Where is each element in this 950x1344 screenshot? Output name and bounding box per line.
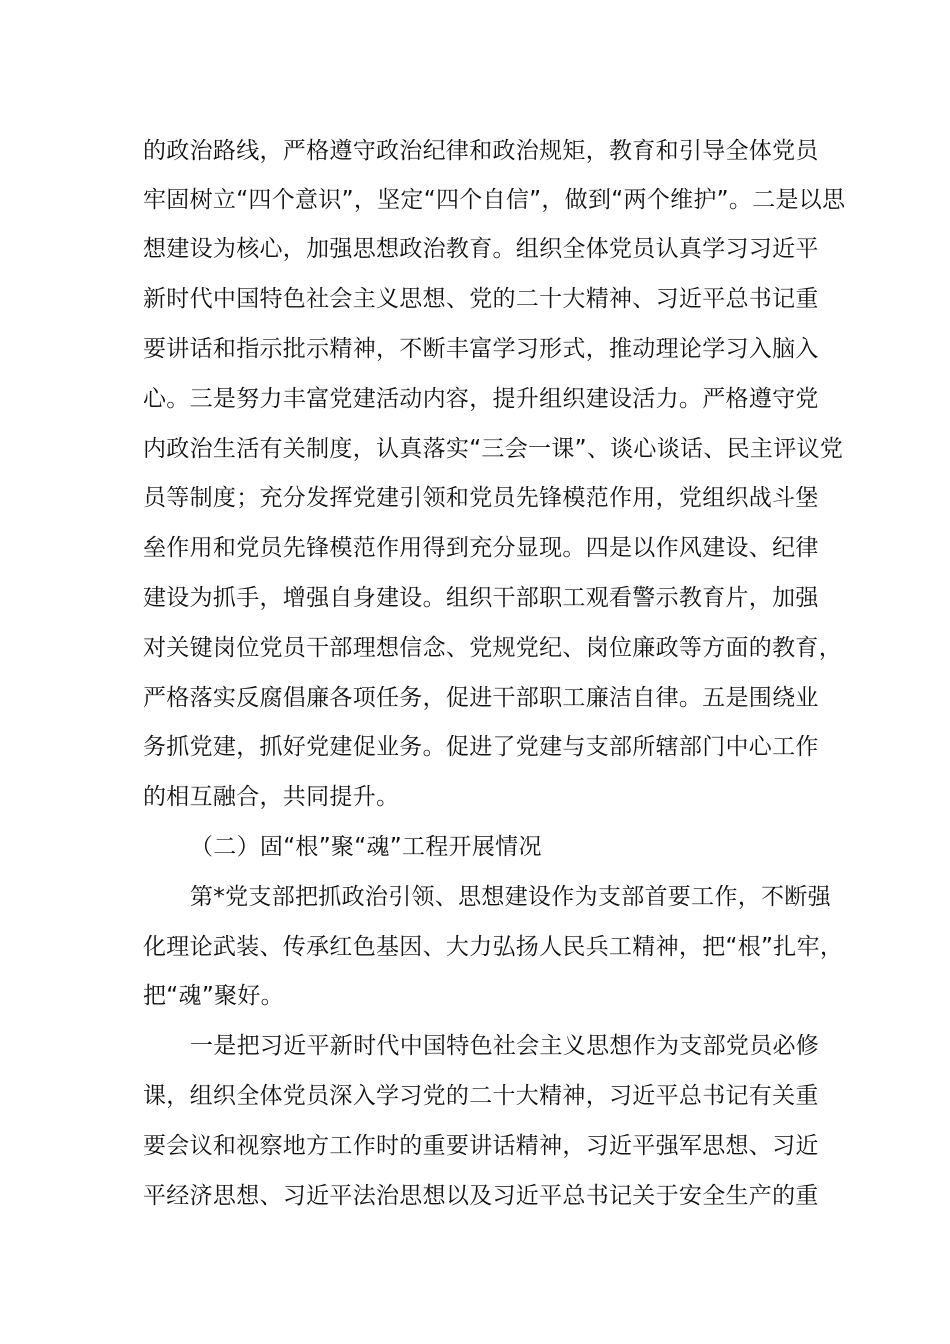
- text-line: 第*党支部把抓政治引领、思想建设作为支部首要工作，不断强: [190, 884, 831, 910]
- text-line: 垒作用和党员先锋模范作用得到充分显现。四是以作风建设、纪律: [143, 535, 819, 561]
- text-line: 要会议和视察地方工作时的重要讲话精神，习近平强军思想、习近: [143, 1133, 819, 1159]
- text-line: 想建设为核心，加强思想政治教育。组织全体党员认真学习习近平: [143, 236, 819, 262]
- text-line: 要讲话和指示批示精神，不断丰富学习形式，推动理论学习入脑入: [143, 336, 819, 362]
- text-line: 平经济思想、习近平法治思想以及习近平总书记关于安全生产的重: [143, 1183, 819, 1209]
- section-heading: （二）固“根”聚“魂”工程开展情况: [190, 834, 542, 860]
- text-line: 建设为抓手，增强自身建设。组织干部职工观看警示教育片，加强: [143, 585, 819, 611]
- text-line: 严格落实反腐倡廉各项任务，促进干部职工廉洁自律。五是围绕业: [143, 685, 819, 711]
- text-line: 务抓党建，抓好党建促业务。促进了党建与支部所辖部门中心工作: [143, 734, 819, 760]
- text-line: 对关键岗位党员干部理想信念、党规党纪、岗位廉政等方面的教育，: [143, 635, 842, 661]
- text-line: 牢固树立“四个意识”，坚定“四个自信”，做到“两个维护”。二是以思: [143, 187, 846, 213]
- text-line: 把“魂”聚好。: [143, 983, 284, 1009]
- text-line: 一是把习近平新时代中国特色社会主义思想作为支部党员必修: [190, 1033, 820, 1059]
- text-line: 课，组织全体党员深入学习党的二十大精神，习近平总书记有关重: [143, 1083, 819, 1109]
- text-line: 内政治生活有关制度，认真落实“三会一课”、谈心谈话、民主评议党: [143, 436, 844, 462]
- text-line: 新时代中国特色社会主义思想、党的二十大精神、习近平总书记重: [143, 286, 819, 312]
- text-line: 的政治路线，严格遵守政治纪律和政治规矩，教育和引导全体党员: [143, 138, 819, 164]
- text-line: 的相互融合，共同提升。: [143, 784, 400, 810]
- text-line: 心。三是努力丰富党建活动内容，提升组织建设活力。严格遵守党: [143, 386, 819, 412]
- text-line: 化理论武装、传承红色基因、大力弘扬人民兵工精神，把“根”扎牢，: [143, 934, 844, 960]
- text-line: 员等制度；充分发挥党建引领和党员先锋模范作用，党组织战斗堡: [143, 485, 819, 511]
